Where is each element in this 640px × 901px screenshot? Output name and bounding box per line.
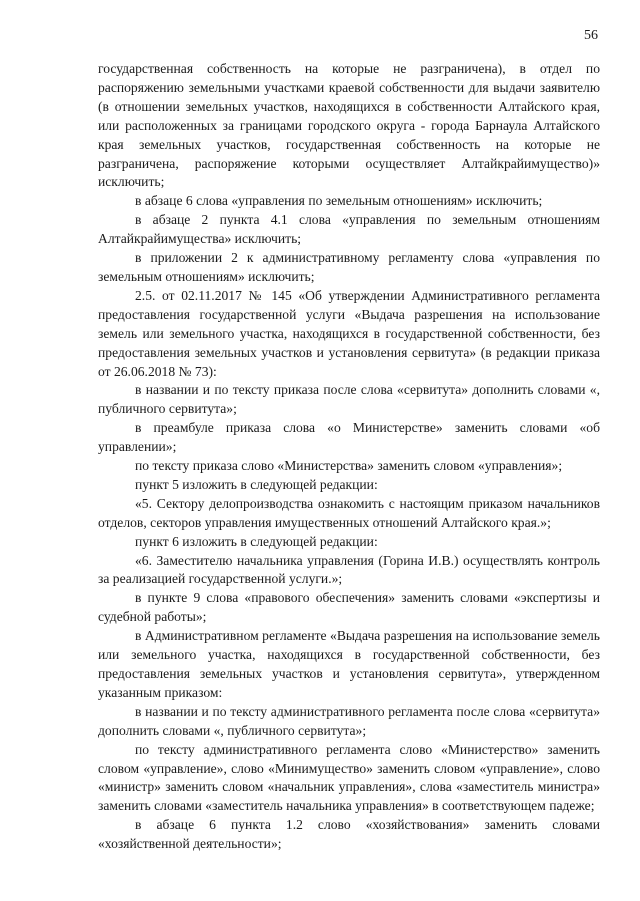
paragraph: в названии и по тексту административного регламента после слова «сервитута» дополнить словами «, публичного сервитута»; (98, 703, 600, 738)
paragraph: в названии и по тексту приказа после слова «сервитута» дополнить словами «, публичного сервитута»; (98, 382, 600, 417)
paragraph: 2.5. от 02.11.2017 № 145 «Об утверждении Административного регламента предоставления государственной услуги «Выдача разрешения на использование земель или земельного участка, находящихся в государственной собственности, без предоставления земельных участков и установления сервитута» (в редакции приказа от 26.06.2018 № 73): (98, 287, 600, 379)
paragraph: пункт 5 изложить в следующей редакции: (135, 476, 378, 492)
paragraph: в пункте 9 слова «правового обеспечения» заменить словами «экспертизы и судебной работы»; (98, 590, 600, 625)
paragraph: государственная собственность на которые не разграничена), в отдел по распоряжению земельными участками краевой собственности для выдачи заявителю (в отношении земельных участков, находящихся в собственности Алтайского края, или расположенных за границами городского округа - города Барнаула Алтайского края земельных участков, государственная собственность на которые не разграничена, распоряжение которыми осуществляет Алтайкрайимущество)» исключить; (98, 61, 600, 190)
paragraph: «6. Заместителю начальника управления (Горина И.В.) осуществлять контроль за реализацией государственной услуги.»; (98, 552, 600, 587)
paragraph: в абзаце 6 пункта 1.2 слово «хозяйствования» заменить словами «хозяйственной деятельности»; (98, 817, 600, 852)
paragraph: по тексту административного регламента слово «Министерство» заменить словом «управление», слово «Минимущество» заменить словом «управление», слово «министр» заменить словом «начальник управления», слова «заместитель министра» заменить словами «заместитель начальника управления» в соответствующем падеже; (98, 741, 600, 814)
paragraph: в Административном регламенте «Выдача разрешения на использование земель или земельного участка, находящихся в государственной собственности, без предоставления земельных участков и установления сервитута», утвержденном указанным приказом: (98, 628, 600, 700)
paragraph: в абзаце 2 пункта 4.1 слова «управления по земельным отношениям Алтайкрайимущества» исключить; (98, 212, 600, 247)
paragraph: пункт 6 изложить в следующей редакции: (135, 533, 378, 549)
page-number: 56 (584, 28, 598, 43)
paragraph: по тексту приказа слово «Министерства» заменить словом «управления»; (135, 458, 563, 474)
document-body (98, 60, 600, 854)
paragraph: в абзаце 6 слова «управления по земельным отношениям» исключить; (135, 193, 543, 209)
paragraph: «5. Сектору делопроизводства ознакомить с настоящим приказом начальников отделов, секторов управления имущественных отношений Алтайского края.»; (98, 495, 600, 530)
paragraph: в приложении 2 к административному регламенту слова «управления по земельным отношениям» исключить; (98, 250, 600, 284)
paragraph: в преамбуле приказа слова «о Министерстве» заменить словами «об управлении»; (98, 420, 600, 455)
